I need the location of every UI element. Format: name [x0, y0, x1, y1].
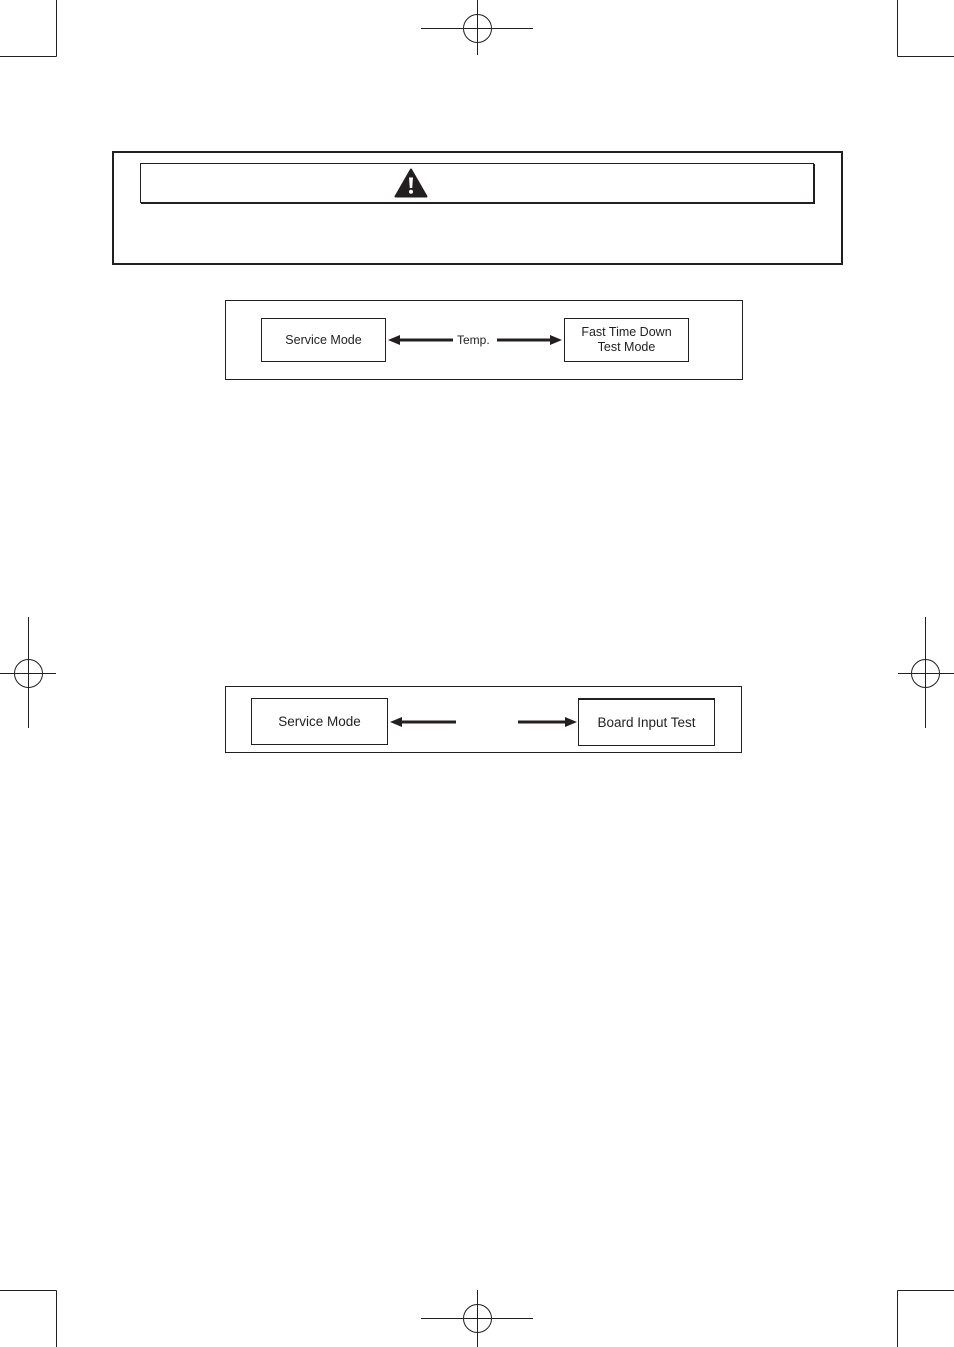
fast-time-down-label-line-1: Fast Time Down	[581, 325, 672, 339]
arrow-right-icon	[518, 717, 577, 727]
service-mode-label: Service Mode	[278, 714, 361, 729]
fast-time-down-label-line-2: Test Mode	[597, 340, 656, 354]
temp-button-label: Temp.	[457, 333, 490, 347]
arrow-left-icon	[390, 717, 456, 727]
service-mode-label: Service Mode	[285, 332, 362, 347]
board-input-test-label: Board Input Test	[597, 715, 696, 730]
